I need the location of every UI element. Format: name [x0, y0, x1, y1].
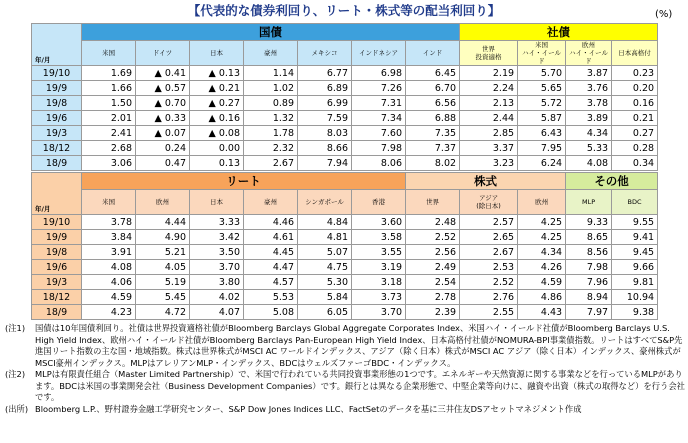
table-cell: 6.05 — [298, 305, 352, 320]
table-cell: 6.24 — [518, 156, 566, 171]
table-row — [32, 126, 658, 141]
table-row — [32, 275, 658, 290]
column-header: インドネシア — [352, 41, 406, 66]
table-cell: 5.30 — [298, 275, 352, 290]
table-cell: ▲ 0.27 — [190, 96, 244, 111]
column-header: 日本 — [190, 41, 244, 66]
row-label-header: 年/月 — [32, 173, 82, 215]
table-cell: 4.46 — [244, 215, 298, 230]
table-cell: 6.45 — [406, 66, 460, 81]
table-cell: 3.80 — [190, 275, 244, 290]
table-cell: ▲ 0.33 — [136, 111, 190, 126]
table-cell: 8.03 — [298, 126, 352, 141]
table-cell: 2.24 — [460, 81, 518, 96]
table-cell: 4.59 — [518, 275, 566, 290]
row-label: 18/12 — [32, 141, 82, 156]
table-cell: 5.84 — [298, 290, 352, 305]
table-cell: 3.18 — [352, 275, 406, 290]
table-cell: 9.55 — [612, 215, 658, 230]
column-header: シンガポール — [298, 190, 352, 215]
table-cell: ▲ 0.07 — [136, 126, 190, 141]
column-header: BDC — [612, 190, 658, 215]
table-cell: 3.55 — [352, 245, 406, 260]
table-row — [32, 305, 658, 320]
table-cell: 3.78 — [82, 215, 136, 230]
table-cell: 1.66 — [82, 81, 136, 96]
table-row — [32, 260, 658, 275]
table-cell: 4.25 — [518, 230, 566, 245]
table-cell: 2.67 — [460, 245, 518, 260]
table-cell: 0.24 — [136, 141, 190, 156]
row-label: 19/10 — [32, 215, 82, 230]
table-cell: 7.26 — [352, 81, 406, 96]
table-cell: 8.56 — [566, 245, 612, 260]
column-header: インド — [406, 41, 460, 66]
table-cell: 4.02 — [190, 290, 244, 305]
table-cell: 5.53 — [244, 290, 298, 305]
unit-label: (%) — [655, 9, 673, 20]
table-cell: 8.66 — [298, 141, 352, 156]
table-cell: 1.78 — [244, 126, 298, 141]
table-cell: 7.34 — [352, 111, 406, 126]
table-cell: 5.87 — [518, 111, 566, 126]
table-cell: 1.02 — [244, 81, 298, 96]
table-cell: 4.90 — [136, 230, 190, 245]
table-cell: 3.23 — [460, 156, 518, 171]
column-header: 米国 ハイ・イールド — [518, 41, 566, 66]
table-cell: 9.38 — [612, 305, 658, 320]
table-cell: 3.70 — [352, 305, 406, 320]
table-cell: 2.48 — [406, 215, 460, 230]
table-cell: 6.56 — [406, 96, 460, 111]
footnote-text: Bloomberg L.P.、野村證券金融工学研究センター、S&P Dow Jones Indices LLC、FactSetのデータを基に三井住友DSアセットマネジメント作成 — [35, 403, 582, 414]
table-cell: 1.50 — [82, 96, 136, 111]
table-cell: 2.78 — [406, 290, 460, 305]
row-label: 18/9 — [32, 156, 82, 171]
footnote-label: (出所) — [5, 403, 29, 414]
table-cell: 8.02 — [406, 156, 460, 171]
table-cell: 4.05 — [136, 260, 190, 275]
row-label: 19/9 — [32, 230, 82, 245]
table-cell: 4.57 — [244, 275, 298, 290]
table-cell: 5.65 — [518, 81, 566, 96]
table-row — [32, 111, 658, 126]
table-cell: ▲ 0.16 — [190, 111, 244, 126]
table-cell: 4.59 — [82, 290, 136, 305]
table-cell: 3.89 — [566, 111, 612, 126]
column-header: メキシコ — [298, 41, 352, 66]
table-cell: 3.50 — [190, 245, 244, 260]
table-cell: 4.44 — [136, 215, 190, 230]
table-cell: 2.39 — [406, 305, 460, 320]
table-cell: 4.86 — [518, 290, 566, 305]
footnote — [5, 369, 685, 404]
table-cell: 3.91 — [82, 245, 136, 260]
table-cell: 2.13 — [460, 96, 518, 111]
footnote-label: (注1) — [5, 323, 26, 333]
table-cell: 4.61 — [244, 230, 298, 245]
table-cell: 3.42 — [190, 230, 244, 245]
page-title: 【代表的な債券利回り、リート・株式等の配当利回り】 — [187, 3, 501, 18]
row-label: 19/9 — [32, 81, 82, 96]
footnote-text: MLPは有限責任組合（Master Limited Partnership）で、米国で行われている共同投資事業形態の1つです。エネルギーや天然資源に関する事業などを行っているMLPがあります。BDCは米国の事業開発会社（Business Development Companies）です。銀行とは異なる企業形態で、中堅企業等向けに、融資や出資（株式の取得など）を行う会社です。 — [35, 369, 685, 402]
table-cell: 1.69 — [82, 66, 136, 81]
group-header-stocks: 株式 — [406, 173, 566, 190]
table-cell: 7.96 — [566, 275, 612, 290]
column-header: 欧州 ハイ・イールド — [566, 41, 612, 66]
table-cell: 10.94 — [612, 290, 658, 305]
table-cell: 0.16 — [612, 96, 658, 111]
table-row — [32, 81, 658, 96]
table-cell: 0.23 — [612, 66, 658, 81]
table-cell: 7.59 — [298, 111, 352, 126]
column-header: 豪州 — [244, 190, 298, 215]
table-cell: 0.00 — [190, 141, 244, 156]
column-header: 米国 — [82, 41, 136, 66]
table-cell: 0.28 — [612, 141, 658, 156]
table-cell: 8.65 — [566, 230, 612, 245]
table-cell: 6.98 — [352, 66, 406, 81]
row-label: 19/8 — [32, 245, 82, 260]
table-cell: 3.78 — [566, 96, 612, 111]
footnote — [5, 404, 685, 416]
group-header-govt-bonds: 国債 — [82, 24, 460, 41]
column-header: 香港 — [352, 190, 406, 215]
table-cell: 2.44 — [460, 111, 518, 126]
bond-yield-table — [31, 23, 658, 171]
table-cell: 7.98 — [566, 260, 612, 275]
table-cell: 3.58 — [352, 230, 406, 245]
table-cell: ▲ 0.08 — [190, 126, 244, 141]
table-cell: 2.55 — [460, 305, 518, 320]
table-cell: 9.41 — [612, 230, 658, 245]
table-row — [32, 141, 658, 156]
column-header: MLP — [566, 190, 612, 215]
table-cell: 3.60 — [352, 215, 406, 230]
group-header-others: その他 — [566, 173, 658, 190]
table-cell: 0.27 — [612, 126, 658, 141]
table-cell: 1.14 — [244, 66, 298, 81]
table-cell: 4.26 — [518, 260, 566, 275]
table-cell: 4.06 — [82, 275, 136, 290]
table-row — [32, 245, 658, 260]
table-row — [32, 290, 658, 305]
table-cell: 2.56 — [406, 245, 460, 260]
column-header: アジア (除日本) — [460, 190, 518, 215]
table-cell: 5.21 — [136, 245, 190, 260]
table-cell: 3.06 — [82, 156, 136, 171]
table-cell: 2.57 — [460, 215, 518, 230]
reit-stock-table — [31, 172, 658, 320]
table-cell: 7.37 — [406, 141, 460, 156]
column-header: 豪州 — [244, 41, 298, 66]
table-cell: 3.37 — [460, 141, 518, 156]
group-header-corp-bonds: 社債 — [460, 24, 658, 41]
row-label: 19/3 — [32, 275, 82, 290]
table-cell: 8.06 — [352, 156, 406, 171]
table-cell: 2.49 — [406, 260, 460, 275]
table-row — [32, 96, 658, 111]
table-cell: 6.43 — [518, 126, 566, 141]
table-cell: 7.94 — [298, 156, 352, 171]
table-cell: 5.45 — [136, 290, 190, 305]
table-cell: ▲ 0.13 — [190, 66, 244, 81]
table-cell: 2.76 — [460, 290, 518, 305]
column-header: 世界 投資適格 — [460, 41, 518, 66]
table-cell: 4.72 — [136, 305, 190, 320]
table-cell: 2.53 — [460, 260, 518, 275]
table-cell: 9.33 — [566, 215, 612, 230]
table-cell: 2.52 — [460, 275, 518, 290]
table-cell: ▲ 0.70 — [136, 96, 190, 111]
row-label-header: 年/月 — [32, 24, 82, 66]
footnotes — [5, 323, 685, 415]
row-label: 19/6 — [32, 111, 82, 126]
table-cell: 6.77 — [298, 66, 352, 81]
table-cell: 0.89 — [244, 96, 298, 111]
table-cell: 8.94 — [566, 290, 612, 305]
column-header: 世界 — [406, 190, 460, 215]
table-cell: ▲ 0.57 — [136, 81, 190, 96]
row-label: 19/8 — [32, 96, 82, 111]
table-row — [32, 66, 658, 81]
group-header-reit: リート — [82, 173, 406, 190]
table-cell: 4.08 — [566, 156, 612, 171]
table-cell: 0.34 — [612, 156, 658, 171]
footnote-text: 国債は10年国債利回り。社債は世界投資適格社債がBloomberg Barclays Global Aggregate Corporates Index、米国ハイ・イールド社債がBloomberg Barclays U.S. High Yield Index、欧州ハイ・イールド社債がBloomberg Barclays Pan-European High Yield Index、日本高格付社債がNOMURA-BPI事業債指数。リートはすべてS&P先進国リート指数の主な国・地域指数。株式は世界株式がMSCI AC ワールドインデックス、アジア（除く日本）株式がMSCI AC アジア（除く日本）インデックス、豪州株式がMSCI豪州インデックス。MLPはアレリアンMLP・インデックス、BDCはウェルズファーゴBDC・インデックス。 — [35, 323, 683, 368]
table-cell: 5.33 — [566, 141, 612, 156]
row-label: 18/12 — [32, 290, 82, 305]
table-cell: 3.87 — [566, 66, 612, 81]
table-cell: 7.35 — [406, 126, 460, 141]
table-cell: 3.19 — [352, 260, 406, 275]
table-cell: 4.08 — [82, 260, 136, 275]
table-cell: 2.85 — [460, 126, 518, 141]
row-label: 18/9 — [32, 305, 82, 320]
table-cell: 0.13 — [190, 156, 244, 171]
table-cell: 2.68 — [82, 141, 136, 156]
table-cell: 4.45 — [244, 245, 298, 260]
footnote — [5, 323, 685, 369]
table-cell: 3.73 — [352, 290, 406, 305]
column-header: 欧州 — [136, 190, 190, 215]
table-cell: 3.70 — [190, 260, 244, 275]
table-cell: 2.65 — [460, 230, 518, 245]
table-cell: 0.20 — [612, 81, 658, 96]
table-cell: 7.98 — [352, 141, 406, 156]
table-cell: 7.97 — [566, 305, 612, 320]
table-cell: 3.76 — [566, 81, 612, 96]
row-label: 19/10 — [32, 66, 82, 81]
table-cell: 2.32 — [244, 141, 298, 156]
table-cell: 2.01 — [82, 111, 136, 126]
table-cell: ▲ 0.41 — [136, 66, 190, 81]
table-cell: 2.67 — [244, 156, 298, 171]
table-cell: 5.08 — [244, 305, 298, 320]
table-cell: 9.66 — [612, 260, 658, 275]
table-cell: 6.89 — [298, 81, 352, 96]
table-cell: 4.34 — [566, 126, 612, 141]
table-cell: 2.52 — [406, 230, 460, 245]
table-cell: 4.07 — [190, 305, 244, 320]
table-cell: 0.47 — [136, 156, 190, 171]
table-cell: 4.84 — [298, 215, 352, 230]
table-cell: 6.99 — [298, 96, 352, 111]
footnote-label: (注2) — [5, 369, 26, 379]
row-label: 19/3 — [32, 126, 82, 141]
table-cell: 9.45 — [612, 245, 658, 260]
table-cell: 4.34 — [518, 245, 566, 260]
column-header: 米国 — [82, 190, 136, 215]
table-cell: 6.70 — [406, 81, 460, 96]
table-cell: 4.25 — [518, 215, 566, 230]
table-cell: 3.33 — [190, 215, 244, 230]
table-cell: 2.54 — [406, 275, 460, 290]
table-cell: 4.75 — [298, 260, 352, 275]
table-cell: 6.88 — [406, 111, 460, 126]
table-cell: 0.21 — [612, 111, 658, 126]
table-cell: 5.07 — [298, 245, 352, 260]
table-cell: 7.95 — [518, 141, 566, 156]
table-cell: ▲ 0.21 — [190, 81, 244, 96]
table-cell: 1.32 — [244, 111, 298, 126]
table-cell: 7.60 — [352, 126, 406, 141]
table-cell: 4.81 — [298, 230, 352, 245]
table-cell: 9.81 — [612, 275, 658, 290]
column-header: 欧州 — [518, 190, 566, 215]
row-label: 19/6 — [32, 260, 82, 275]
table-cell: 5.72 — [518, 96, 566, 111]
table-cell: 7.31 — [352, 96, 406, 111]
table-cell: 2.41 — [82, 126, 136, 141]
table-cell: 5.19 — [136, 275, 190, 290]
column-header: 日本 — [190, 190, 244, 215]
table-row — [32, 156, 658, 171]
table-cell: 4.43 — [518, 305, 566, 320]
table-cell: 3.84 — [82, 230, 136, 245]
table-cell: 5.70 — [518, 66, 566, 81]
column-header: 日本高格付 — [612, 41, 658, 66]
table-row — [32, 215, 658, 230]
column-header: ドイツ — [136, 41, 190, 66]
table-cell: 4.23 — [82, 305, 136, 320]
table-row — [32, 230, 658, 245]
table-cell: 4.47 — [244, 260, 298, 275]
table-cell: 2.19 — [460, 66, 518, 81]
